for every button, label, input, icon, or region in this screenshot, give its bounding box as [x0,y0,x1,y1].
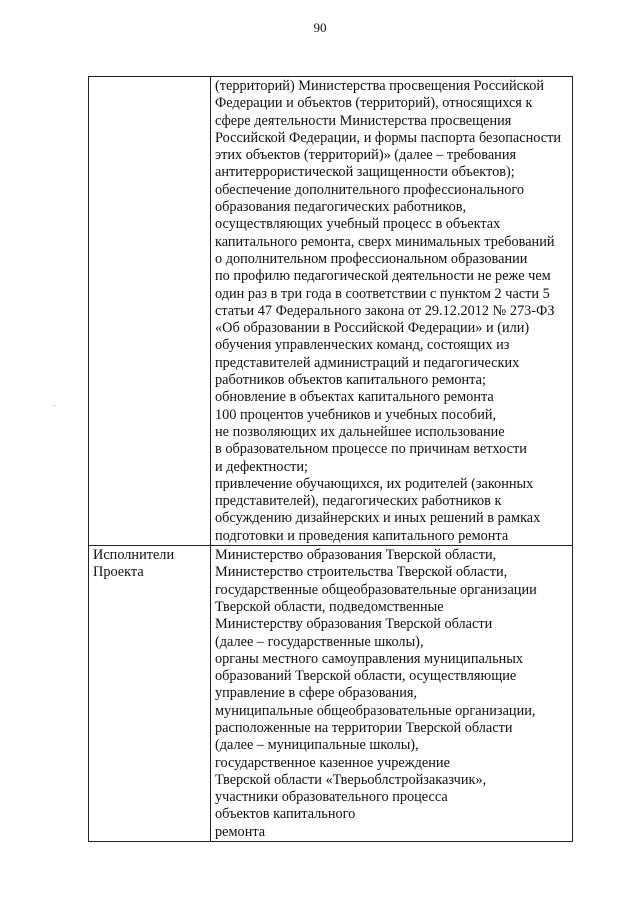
text-line: Министерство строительства Тверской области, [215,564,508,581]
text-line: участники образовательного процесса [215,789,448,806]
text-line: антитеррористической защищенности объектов); [215,164,515,181]
table-body [89,77,573,842]
text-line: представителей администраций и педагогических [215,354,520,371]
text-line: Министерству образования Тверской области [215,616,493,633]
text-line: 100 процентов учебников и учебных пособий, [215,406,497,423]
text-line: обсуждению дизайнерских и иных решений в рамках [215,510,541,527]
text-line: один раз в три года в соответствии с пунктом 2 части 5 [215,285,550,302]
text-line: о дополнительном профессиональном образовании [215,250,528,267]
text-line: и дефектности; [215,458,309,475]
text-line: обеспечение дополнительного профессионального [215,181,525,198]
text-line: Российской Федерации, и формы паспорта безопасности [215,129,562,146]
text-line: Исполнители [93,547,175,564]
text-line: этих объектов (территорий)» (далее – требования [215,147,517,164]
text-line: (далее – муниципальные школы), [215,737,419,754]
table-row-executors [89,546,573,842]
text-line: работников объектов капитального ремонта; [215,372,486,389]
text-line: по профилю педагогической деятельности не реже чем [215,268,551,285]
text-line: статьи 47 Федерального закона от 29.12.2012 № 273-ФЗ [215,302,555,319]
row-label-cell [89,546,211,842]
text-line: объектов капитального [215,806,356,823]
row-content-cell [211,77,573,546]
text-line: осуществляющих учебный процесс в объектах [215,216,501,233]
text-line: обновление в объектах капитального ремонта [215,389,494,406]
text-line: Тверской области, подведомственные [215,598,444,615]
text-line: Проекта [93,564,144,581]
text-line: расположенные на территории Тверской области [215,719,513,736]
text-line: капитального ремонта, сверх минимальных требований [215,233,555,250]
page-number: 90 [313,20,327,35]
text-line: образований Тверской области, осуществляющие [215,668,517,685]
text-line: сфере деятельности Министерства просвещения [215,112,512,129]
text-line: Тверской области «Тверьоблстройзаказчик», [215,771,487,788]
text-line: управление в сфере образования, [215,685,418,702]
text-line: государственное казенное учреждение [215,754,450,771]
text-line: государственные общеобразовательные организации [215,581,537,598]
scan-artifact [54,405,55,406]
row-content-cell [211,546,573,842]
text-line: представителей), педагогических работников к [215,493,502,510]
table-row-objectives-continued [89,77,573,546]
text-line: «Об образовании в Российской Федерации» и (или) [215,320,530,337]
text-line: Министерство образования Тверской области, [215,547,497,564]
text-line: подготовки и проведения капитального ремонта [215,527,509,544]
text-line: привлечение обучающихся, их родителей (законных [215,475,534,492]
text-line: в образовательном процессе по причинам ветхости [215,441,527,458]
text-line: (далее – государственные школы), [215,633,424,650]
text-line: не позволяющих их дальнейшее использование [215,423,505,440]
text-line: образования педагогических работников, [215,199,467,216]
text-line: муниципальные общеобразовательные организации, [215,702,536,719]
text-line: Федерации и объектов (территорий), относящихся к [215,95,533,112]
document-table [88,76,573,842]
text-line: органы местного самоуправления муниципальных [215,650,523,667]
text-line: обучения управленческих команд, состоящих из [215,337,510,354]
text-line: ремонта [215,823,266,840]
text-line: (территорий) Министерства просвещения Российской [215,78,545,94]
row-label-cell [89,77,211,546]
